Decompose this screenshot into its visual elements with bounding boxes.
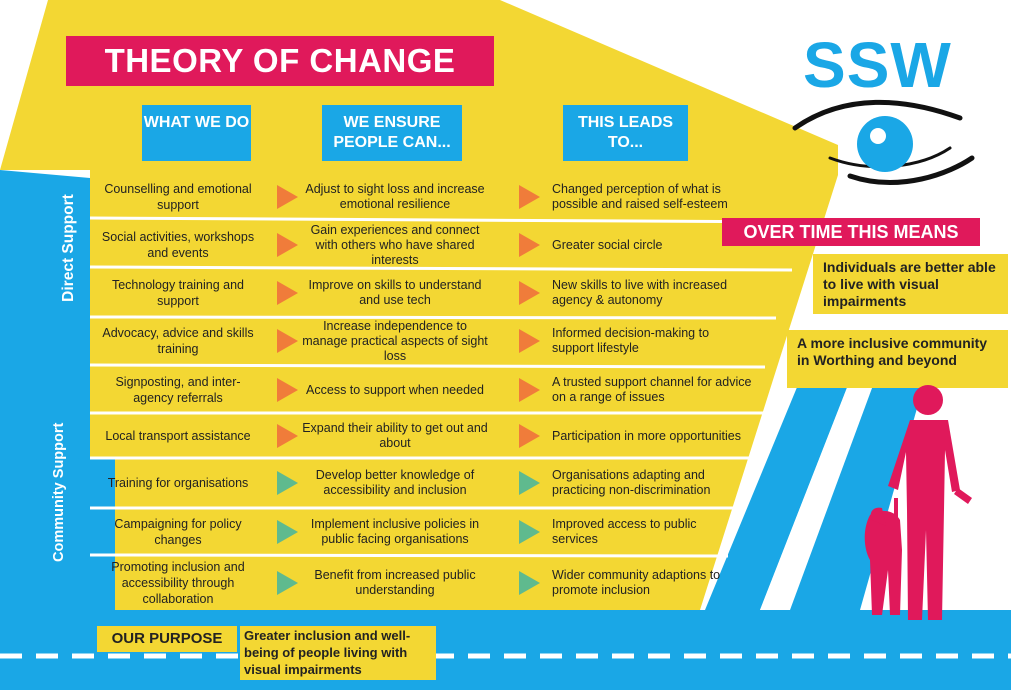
direct-support-label: Direct Support	[60, 194, 77, 302]
play-arrow-icon	[516, 280, 542, 306]
row-we-ensure: Develop better knowledge of accessibility and inclusion	[315, 468, 475, 497]
over-time-heading: OVER TIME THIS MEANS	[722, 218, 980, 246]
row-this-leads-to: Greater social circle	[552, 237, 663, 252]
purpose-text: Greater inclusion and well-being of people living with visual impairments	[240, 626, 436, 680]
outcome-individuals: Individuals are better able to live with visual impairments	[813, 254, 1008, 314]
row-we-ensure: Implement inclusive policies in public facing organisations	[310, 517, 480, 546]
row-we-ensure: Increase independence to manage practical aspects of sight loss	[302, 318, 488, 363]
row-we-ensure: Gain experiences and connect with others who have shared interests	[310, 222, 480, 267]
page-title: THEORY OF CHANGE	[66, 36, 494, 86]
play-arrow-icon	[274, 328, 300, 354]
play-arrow-icon	[274, 280, 300, 306]
row-this-leads-to: New skills to live with increased agency & autonomy	[552, 278, 728, 307]
row-we-ensure: Adjust to sight loss and increase emotional resilience	[305, 182, 485, 211]
community-support-label: Community Support	[51, 422, 67, 562]
row-this-leads-to: Organisations adapting and practicing non-discrimination	[552, 468, 711, 497]
header-we-ensure: WE ENSURE PEOPLE CAN...	[322, 105, 462, 161]
row-this-leads-to: A trusted support channel for advice on a range of issues	[552, 375, 752, 404]
row-we-ensure: Improve on skills to understand and use tech	[308, 278, 482, 307]
play-arrow-icon	[274, 519, 300, 545]
row-this-leads-to: Improved access to public services	[552, 517, 697, 546]
play-arrow-icon	[516, 470, 542, 496]
row-this-leads-to: Informed decision-making to support lifestyle	[552, 326, 710, 355]
play-arrow-icon	[516, 423, 542, 449]
brand-logo-text: SSW	[803, 29, 952, 101]
play-arrow-icon	[516, 377, 542, 403]
row-what-we-do: Technology training and support	[111, 278, 245, 308]
purpose-label: OUR PURPOSE	[97, 626, 237, 652]
row-this-leads-to: Wider community adaptions to promote inclusion	[552, 568, 721, 597]
row-we-ensure: Access to support when needed	[306, 382, 484, 397]
play-arrow-icon	[516, 519, 542, 545]
row-what-we-do: Counselling and emotional support	[104, 182, 252, 212]
row-this-leads-to: Participation in more opportunities	[552, 428, 741, 443]
row-what-we-do: Promoting inclusion and accessibility through collaboration	[111, 560, 245, 606]
person-with-guide-dog-icon	[860, 380, 995, 625]
play-arrow-icon	[274, 377, 300, 403]
row-we-ensure: Expand their ability to get out and about	[302, 421, 488, 450]
header-this-leads-to: THIS LEADS TO...	[563, 105, 688, 161]
play-arrow-icon	[516, 184, 542, 210]
play-arrow-icon	[274, 570, 300, 596]
play-arrow-icon	[274, 470, 300, 496]
row-what-we-do: Training for organisations	[107, 476, 249, 490]
play-arrow-icon	[274, 423, 300, 449]
play-arrow-icon	[274, 184, 300, 210]
row-what-we-do: Advocacy, advice and skills training	[102, 326, 254, 356]
play-arrow-icon	[274, 232, 300, 258]
row-what-we-do: Campaigning for policy changes	[114, 517, 242, 547]
play-arrow-icon	[516, 328, 542, 354]
row-this-leads-to: Changed perception of what is possible and raised self-esteem	[552, 182, 728, 211]
play-arrow-icon	[516, 232, 542, 258]
header-what-we-do: WHAT WE DO	[142, 105, 251, 161]
eye-logo-icon	[790, 98, 980, 188]
outcome-community: A more inclusive community in Worthing and beyond	[787, 330, 1008, 388]
row-what-we-do: Signposting, and inter-agency referrals	[115, 375, 241, 405]
row-what-we-do: Local transport assistance	[105, 429, 251, 443]
play-arrow-icon	[516, 570, 542, 596]
row-we-ensure: Benefit from increased public understanding	[314, 568, 476, 597]
row-what-we-do: Social activities, workshops and events	[101, 230, 255, 260]
